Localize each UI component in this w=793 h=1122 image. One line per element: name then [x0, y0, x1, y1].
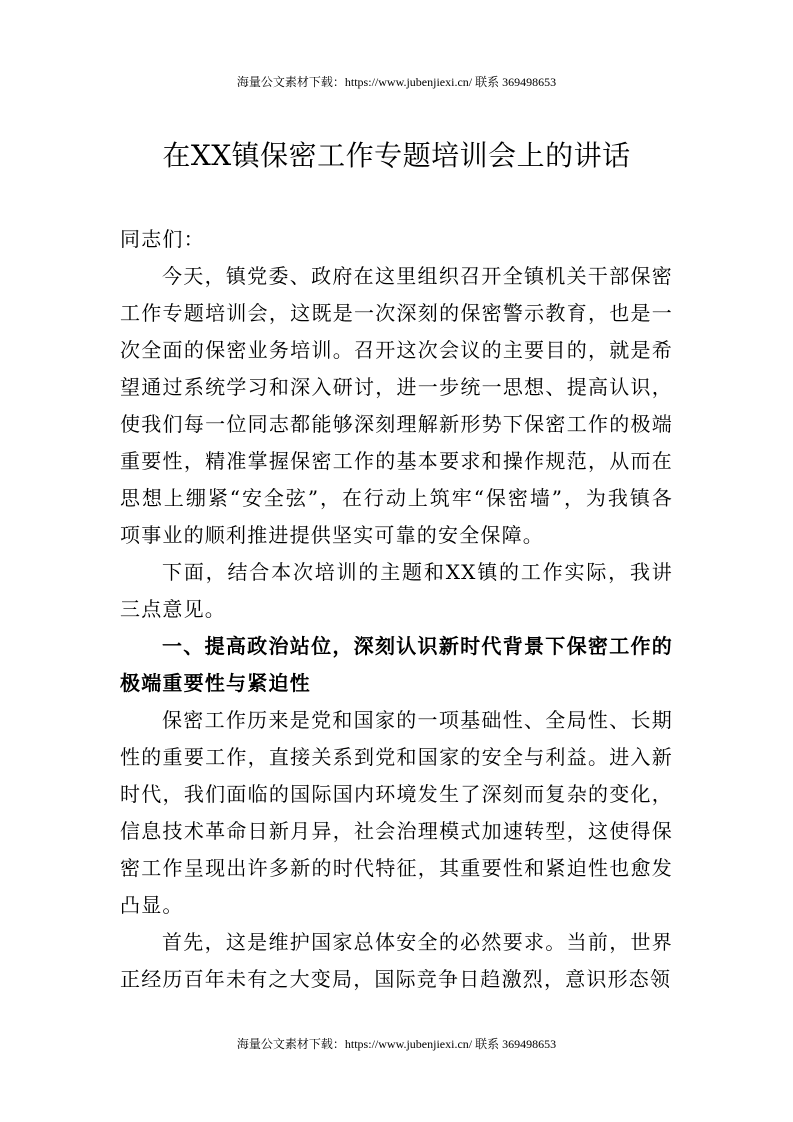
paragraph-section1-body: 保密工作历来是党和国家的一项基础性、全局性、长期性的重要工作，直接关系到党和国家的安全与利益。进入新时代，我们面临的国际国内环境发生了深刻而复杂的变化，信息技术革命日新月异，社会治理模式加速转型，这使得保密工作呈现出许多新的时代特征，其重要性和紧迫性也愈发凸显。 — [120, 708, 673, 917]
page-header: 海量公文素材下载：https://www.jubenjiexi.cn/ 联系 369498653 — [236, 75, 557, 89]
paragraph-section1-first: 首先，这是维护国家总体安全的必然要求。当前，世界正经历百年未有之大变局，国际竞争日趋激烈，意识形态领 — [120, 930, 673, 991]
section-heading: 一、提高政治站位，深刻认识新时代背景下保密工作的极端重要性与紧迫性 — [120, 634, 673, 695]
paragraph-outline: 下面，结合本次培训的主题和XX镇的工作实际，我讲三点意见。 — [120, 560, 673, 621]
salutation: 同志们： — [120, 227, 205, 251]
page-footer: 海量公文素材下载：https://www.jubenjiexi.cn/ 联系 369498653 — [236, 1037, 557, 1051]
paragraph-intro: 今天，镇党委、政府在这里组织召开全镇机关干部保密工作专题培训会，这既是一次深刻的保密警示教育，也是一次全面的保密业务培训。召开这次会议的主要目的，就是希望通过系统学习和深入研讨，进一步统一思想、提高认识，使我们每一位同志都能够深刻理解新形势下保密工作的极端重要性，精准掌握保密工作的基本要求和操作规范，从而在思想上绷紧“安全弦”，在行动上筑牢“保密墙”，为我镇各项事业的顺利推进提供坚实可靠的安全保障。 — [120, 264, 673, 547]
document-body — [120, 221, 673, 998]
document-title: 在XX镇保密工作专题培训会上的讲话 — [162, 139, 631, 172]
